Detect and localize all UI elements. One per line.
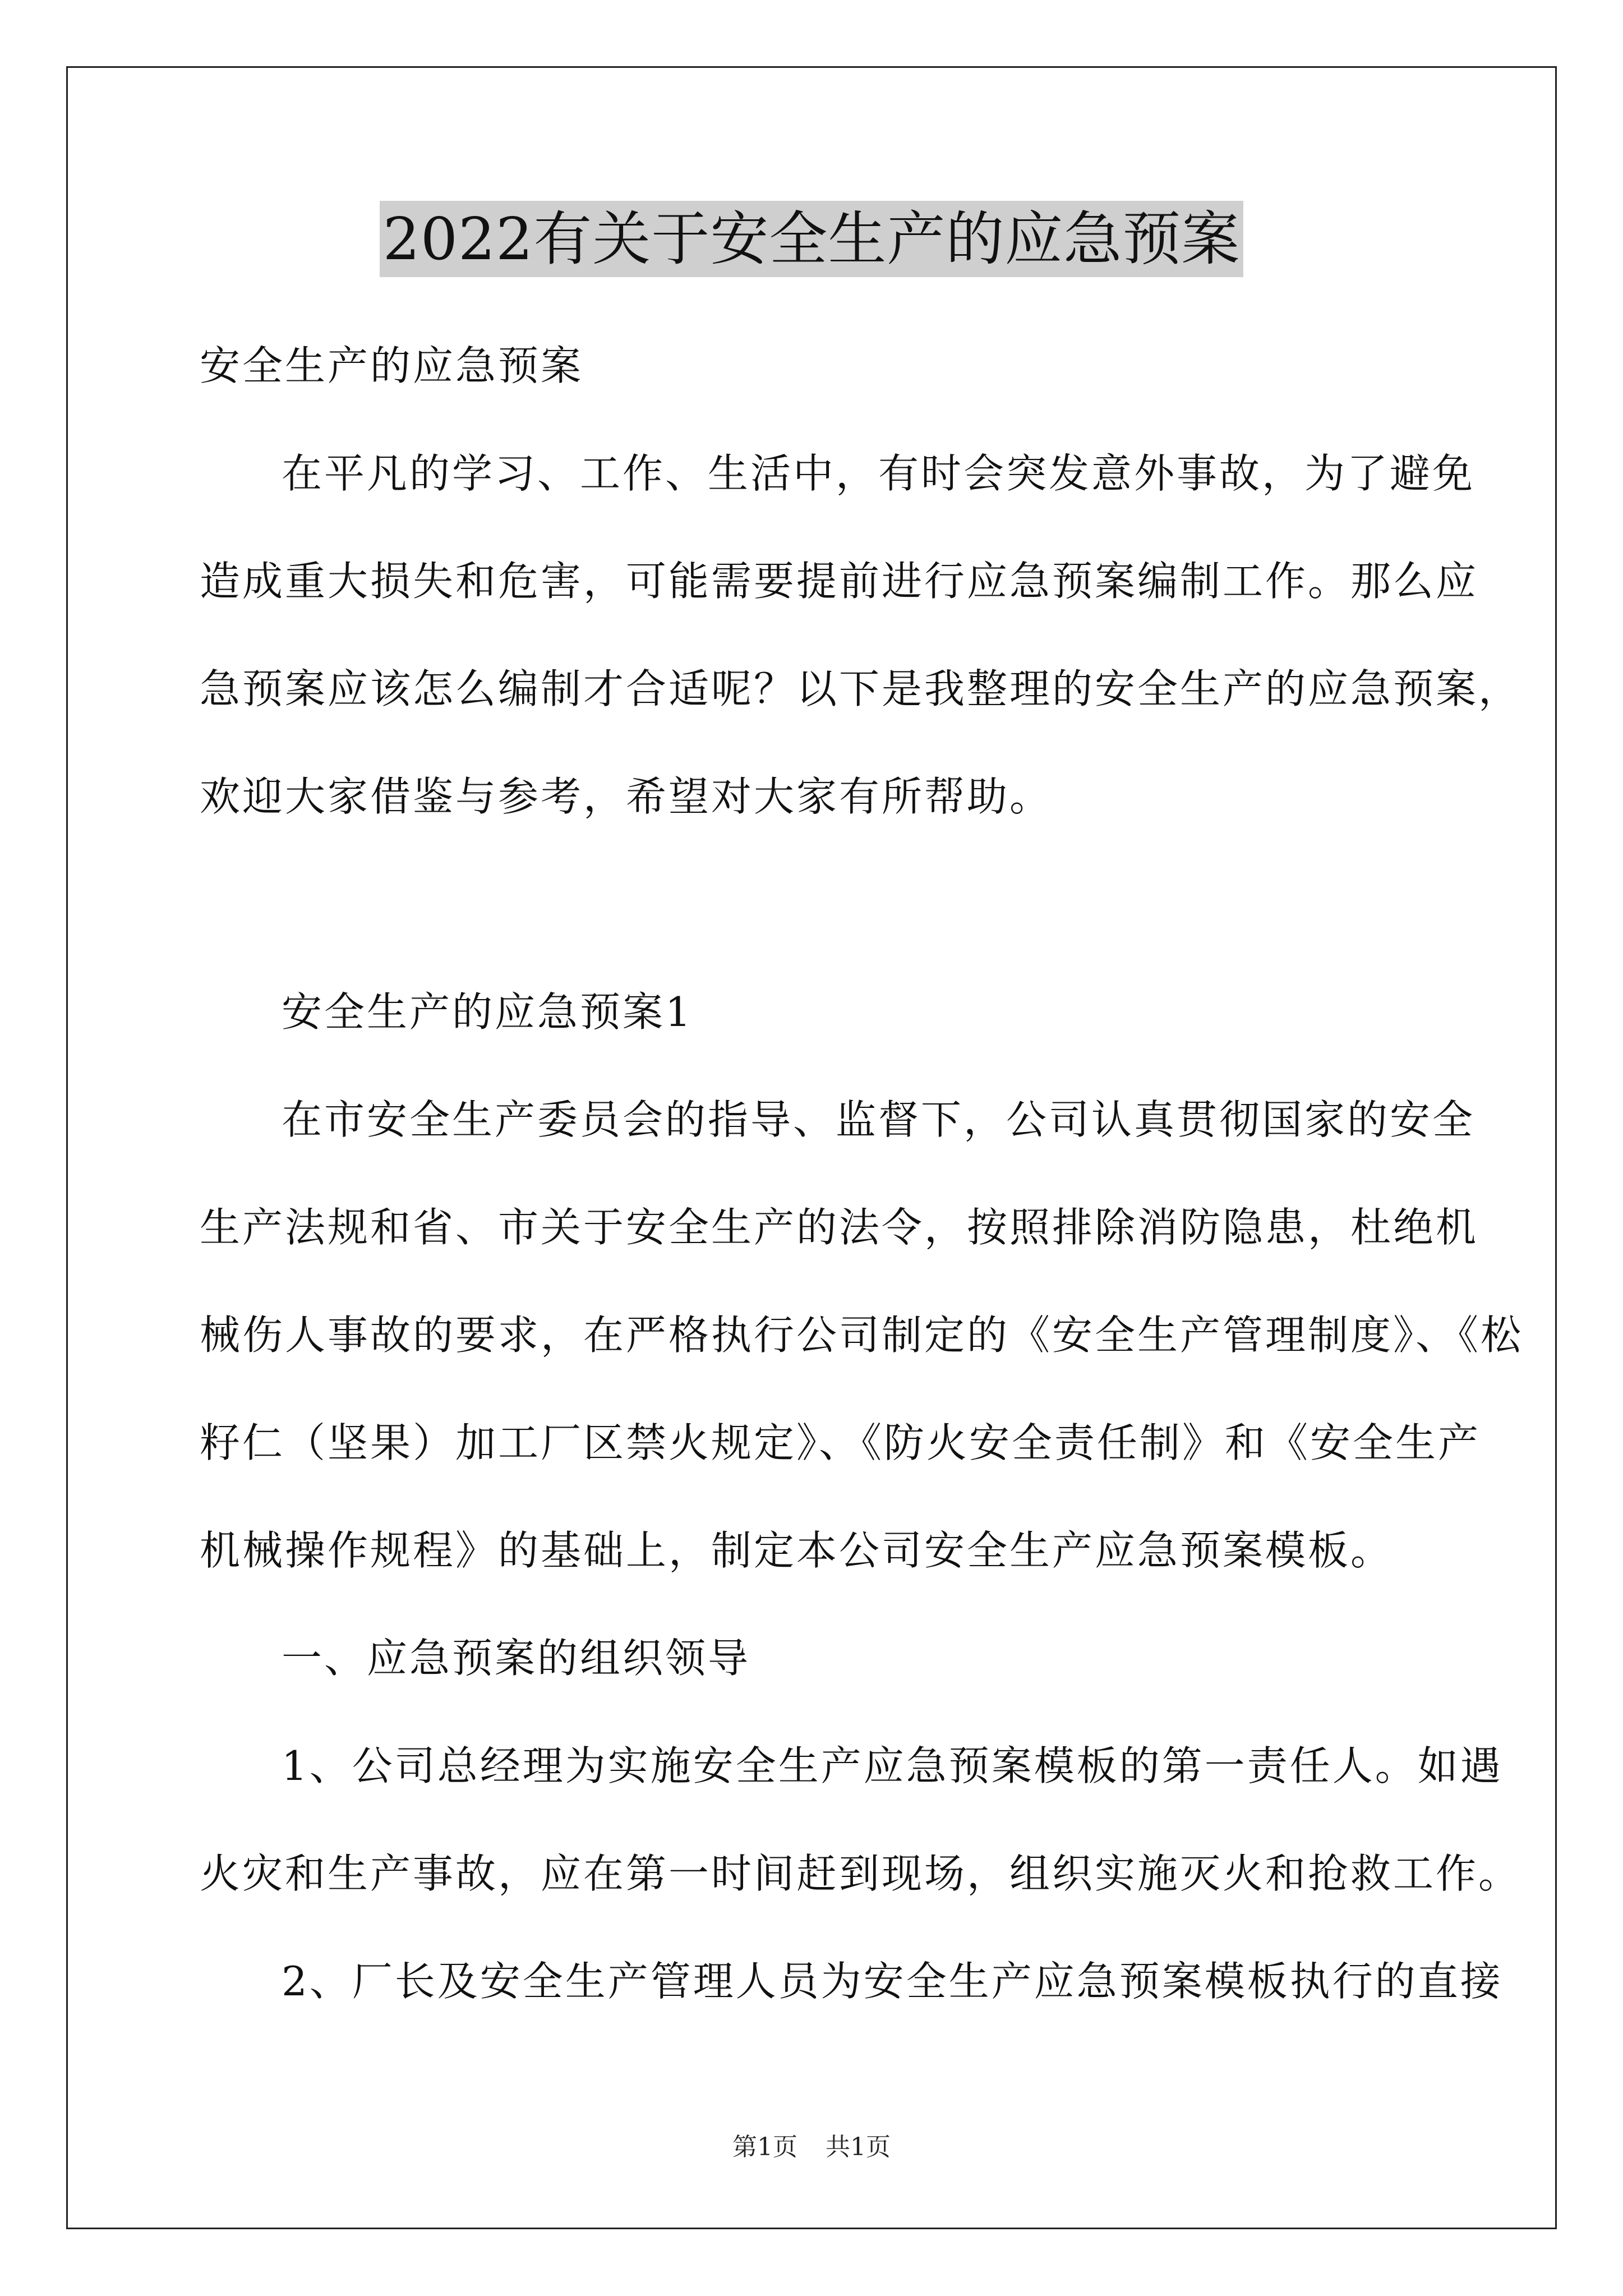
section-line: 生产法规和省、市关于安全生产的法令，按照排除消防隐患，杜绝机 [200, 1204, 1479, 1251]
intro-line: 在平凡的学习、工作、生活中，有时会突发意外事故，为了避免 [282, 450, 1476, 497]
org-heading: 一、应急预案的组织领导 [282, 1635, 751, 1682]
intro-line: 造成重大损失和危害，可能需要提前进行应急预案编制工作。那么应 [200, 558, 1479, 605]
section-line: 械伤人事故的要求，在严格执行公司制定的《安全生产管理制度》、《松 [200, 1312, 1524, 1359]
page-number-current: 第1页 [732, 2133, 797, 2161]
section-line: 机械操作规程》的基础上，制定本公司安全生产应急预案模板。 [200, 1527, 1394, 1574]
section-heading: 安全生产的应急预案1 [282, 988, 693, 1036]
page-footer [0, 2131, 1623, 2164]
document-body [200, 312, 1524, 2035]
item-1-line: 1、公司总经理为实施安全生产应急预案模板的第一责任人。如遇 [282, 1742, 1503, 1789]
page-number-total: 共1页 [826, 2133, 891, 2161]
intro-line: 欢迎大家借鉴与参考，希望对大家有所帮助。 [200, 773, 1053, 820]
section-line: 在市安全生产委员会的指导、监督下，公司认真贯彻国家的安全 [282, 1096, 1476, 1143]
section-line: 籽仁（坚果）加工厂区禁火规定》、《防火安全责任制》和《安全生产 [200, 1419, 1481, 1466]
intro-line: 急预案应该怎么编制才合适呢？以下是我整理的安全生产的应急预案， [200, 665, 1521, 712]
document-title: 2022有关于安全生产的应急预案 [380, 201, 1244, 277]
paragraph-gap [200, 850, 1442, 958]
item-2-line: 2、厂长及安全生产管理人员为安全生产应急预案模板执行的直接 [282, 1958, 1503, 2005]
item-1-line: 火灾和生产事故，应在第一时间赶到现场，组织实施灭火和抢救工作。 [200, 1850, 1521, 1897]
subtitle: 安全生产的应急预案 [200, 342, 584, 389]
title-container [0, 201, 1623, 277]
